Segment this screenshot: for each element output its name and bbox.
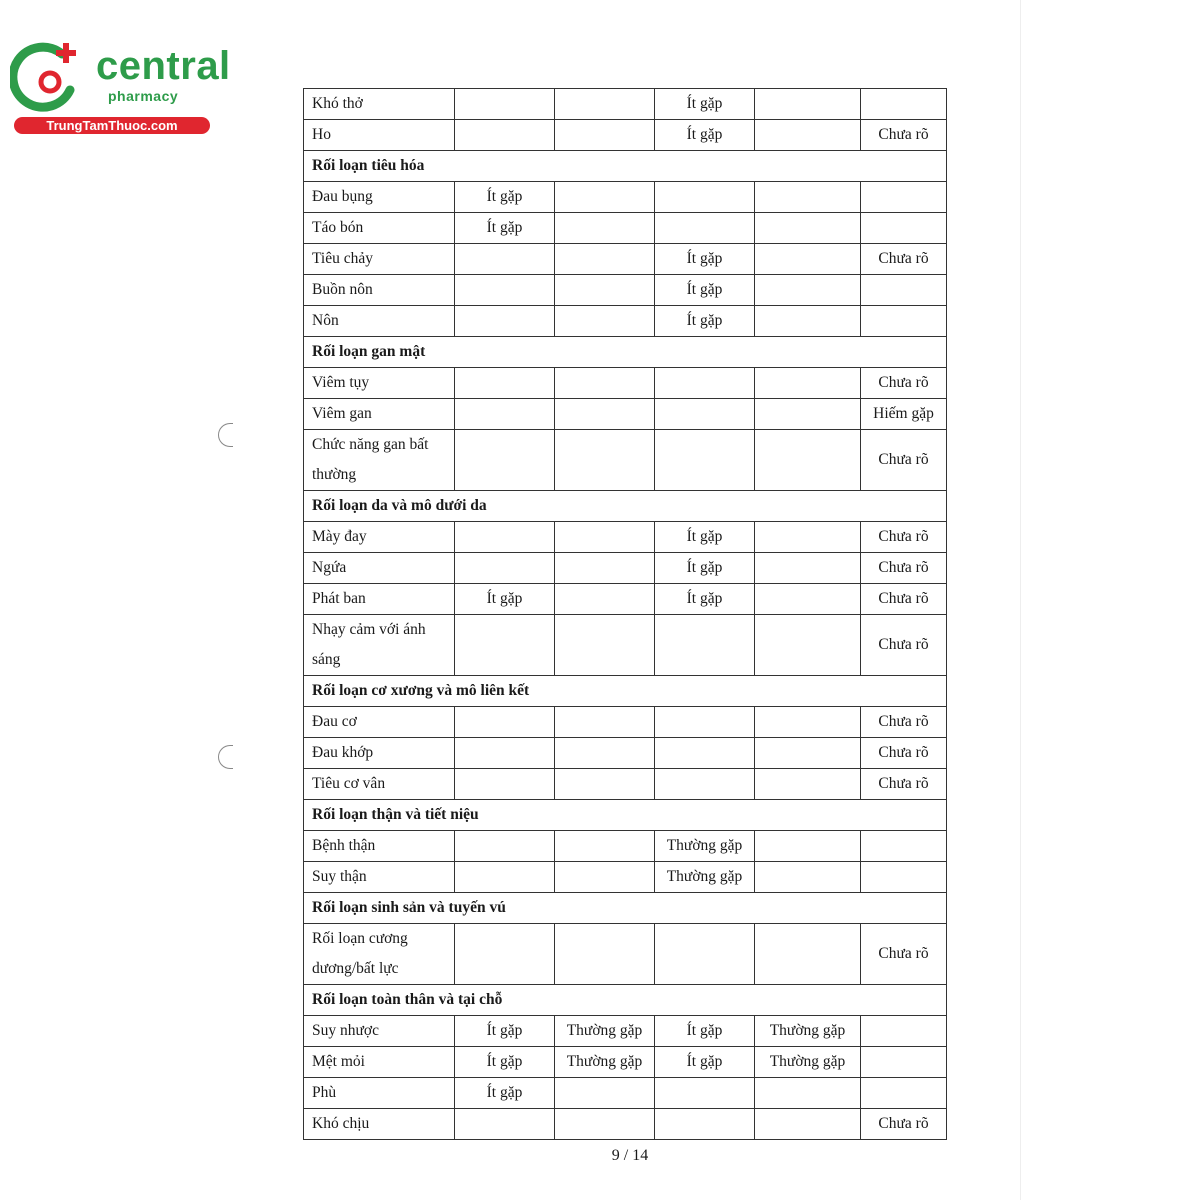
frequency-cell (555, 769, 655, 800)
effect-name-cell: Đau bụng (304, 182, 455, 213)
frequency-cell (655, 924, 755, 985)
frequency-cell (555, 182, 655, 213)
frequency-cell (755, 924, 861, 985)
frequency-cell: Chưa rõ (861, 707, 947, 738)
frequency-cell: Thường gặp (755, 1047, 861, 1078)
effect-name-cell: Tiêu cơ vân (304, 769, 455, 800)
frequency-cell (861, 831, 947, 862)
frequency-cell: Thường gặp (555, 1047, 655, 1078)
frequency-cell: Chưa rõ (861, 368, 947, 399)
frequency-cell (755, 275, 861, 306)
frequency-cell (455, 924, 555, 985)
frequency-cell: Chưa rõ (861, 584, 947, 615)
effect-name-cell: Khó thở (304, 89, 455, 120)
table-row (304, 213, 947, 244)
section-heading: Rối loạn sinh sản và tuyến vú (304, 893, 947, 924)
scan-edge-line (1020, 0, 1021, 1200)
frequency-cell: Ít gặp (655, 89, 755, 120)
central-pharmacy-logo (10, 38, 231, 138)
effect-name-cell: Táo bón (304, 213, 455, 244)
frequency-cell (455, 368, 555, 399)
frequency-cell (555, 862, 655, 893)
effect-name-cell: Buồn nôn (304, 275, 455, 306)
table-row (304, 89, 947, 120)
effect-name-cell: Suy nhược (304, 1016, 455, 1047)
frequency-cell (655, 399, 755, 430)
frequency-cell (455, 244, 555, 275)
frequency-cell (455, 275, 555, 306)
frequency-cell (655, 769, 755, 800)
frequency-cell (755, 306, 861, 337)
effect-name-cell: Bệnh thận (304, 831, 455, 862)
table-row (304, 738, 947, 769)
frequency-cell: Chưa rõ (861, 244, 947, 275)
frequency-cell: Ít gặp (455, 1078, 555, 1109)
table-row (304, 399, 947, 430)
section-heading: Rối loạn cơ xương và mô liên kết (304, 676, 947, 707)
frequency-cell (755, 120, 861, 151)
frequency-cell (555, 120, 655, 151)
frequency-cell: Ít gặp (655, 1016, 755, 1047)
frequency-cell (655, 738, 755, 769)
frequency-cell (755, 182, 861, 213)
frequency-cell (555, 924, 655, 985)
table-row (304, 1047, 947, 1078)
table-row (304, 553, 947, 584)
logo-brand-text: central (96, 44, 231, 88)
table-row (304, 831, 947, 862)
frequency-cell (755, 399, 861, 430)
section-heading: Rối loạn toàn thân và tại chỗ (304, 985, 947, 1016)
frequency-cell (555, 399, 655, 430)
frequency-cell (455, 738, 555, 769)
frequency-cell: Ít gặp (655, 584, 755, 615)
frequency-cell: Thường gặp (755, 1016, 861, 1047)
frequency-cell (555, 306, 655, 337)
effect-name-cell: Viêm tụy (304, 368, 455, 399)
frequency-cell (455, 615, 555, 676)
page-number: 9 / 14 (611, 1147, 649, 1164)
frequency-cell (555, 615, 655, 676)
section-heading: Rối loạn tiêu hóa (304, 151, 947, 182)
frequency-cell (655, 368, 755, 399)
section-row (304, 337, 947, 368)
frequency-cell (655, 707, 755, 738)
frequency-cell (655, 430, 755, 491)
table-row (304, 244, 947, 275)
frequency-cell (555, 430, 655, 491)
frequency-cell (755, 615, 861, 676)
frequency-cell (755, 244, 861, 275)
frequency-cell (655, 1078, 755, 1109)
frequency-cell: Ít gặp (655, 553, 755, 584)
effect-name-cell: Chức năng gan bất thường (304, 430, 455, 491)
frequency-cell (555, 707, 655, 738)
frequency-cell: Ít gặp (655, 275, 755, 306)
section-row (304, 800, 947, 831)
table-row (304, 707, 947, 738)
frequency-cell (861, 306, 947, 337)
frequency-cell: Chưa rõ (861, 553, 947, 584)
frequency-cell (455, 707, 555, 738)
frequency-cell: Chưa rõ (861, 769, 947, 800)
frequency-cell (755, 738, 861, 769)
frequency-cell: Chưa rõ (861, 430, 947, 491)
table-row (304, 182, 947, 213)
section-heading: Rối loạn gan mật (304, 337, 947, 368)
frequency-cell (455, 89, 555, 120)
frequency-cell (555, 1109, 655, 1140)
frequency-cell (655, 213, 755, 244)
frequency-cell (455, 522, 555, 553)
frequency-cell (455, 399, 555, 430)
frequency-cell: Hiếm gặp (861, 399, 947, 430)
frequency-cell: Ít gặp (455, 1047, 555, 1078)
section-row (304, 676, 947, 707)
frequency-cell (755, 831, 861, 862)
effect-name-cell: Phát ban (304, 584, 455, 615)
table-row (304, 368, 947, 399)
table-row (304, 306, 947, 337)
table-row (304, 120, 947, 151)
frequency-cell (555, 89, 655, 120)
effect-name-cell: Nôn (304, 306, 455, 337)
frequency-cell: Ít gặp (655, 522, 755, 553)
table-row (304, 924, 947, 985)
frequency-cell (861, 89, 947, 120)
frequency-cell: Thường gặp (555, 1016, 655, 1047)
table-row (304, 275, 947, 306)
effect-name-cell: Nhạy cảm với ánh sáng (304, 615, 455, 676)
logo-mark-icon (10, 38, 90, 118)
frequency-cell: Ít gặp (655, 244, 755, 275)
punch-hole (218, 745, 233, 769)
frequency-cell (455, 306, 555, 337)
adverse-effects-table (303, 88, 947, 1140)
frequency-cell (455, 769, 555, 800)
effect-name-cell: Tiêu chảy (304, 244, 455, 275)
section-heading: Rối loạn da và mô dưới da (304, 491, 947, 522)
section-row (304, 491, 947, 522)
frequency-cell (555, 368, 655, 399)
table-row (304, 584, 947, 615)
frequency-cell (861, 275, 947, 306)
effect-name-cell: Ngứa (304, 553, 455, 584)
frequency-cell: Ít gặp (655, 120, 755, 151)
effect-name-cell: Phù (304, 1078, 455, 1109)
table-row (304, 1109, 947, 1140)
frequency-cell (555, 244, 655, 275)
table-row (304, 430, 947, 491)
logo-url-badge: TrungTamThuoc.com (14, 117, 210, 134)
frequency-cell: Ít gặp (455, 182, 555, 213)
frequency-cell (555, 553, 655, 584)
frequency-cell: Chưa rõ (861, 522, 947, 553)
effect-name-cell: Đau cơ (304, 707, 455, 738)
section-heading: Rối loạn thận và tiết niệu (304, 800, 947, 831)
table-row (304, 769, 947, 800)
frequency-cell: Ít gặp (455, 584, 555, 615)
frequency-cell (861, 1078, 947, 1109)
section-row (304, 985, 947, 1016)
frequency-cell (861, 213, 947, 244)
frequency-cell (861, 182, 947, 213)
logo-sub-text: pharmacy (108, 88, 179, 104)
effect-name-cell: Suy thận (304, 862, 455, 893)
frequency-cell (861, 1047, 947, 1078)
frequency-cell (755, 213, 861, 244)
section-row (304, 151, 947, 182)
frequency-cell (755, 89, 861, 120)
frequency-cell: Thường gặp (655, 862, 755, 893)
frequency-cell (555, 831, 655, 862)
effect-name-cell: Mày đay (304, 522, 455, 553)
frequency-cell (555, 522, 655, 553)
frequency-cell (755, 522, 861, 553)
table-row (304, 862, 947, 893)
frequency-cell (655, 1109, 755, 1140)
frequency-cell (755, 1109, 861, 1140)
table-body (304, 89, 947, 1140)
frequency-cell: Chưa rõ (861, 1109, 947, 1140)
table-row (304, 522, 947, 553)
effect-name-cell: Rối loạn cương dương/bất lực (304, 924, 455, 985)
frequency-cell: Chưa rõ (861, 924, 947, 985)
frequency-cell (755, 862, 861, 893)
frequency-cell: Ít gặp (655, 306, 755, 337)
frequency-cell: Ít gặp (655, 1047, 755, 1078)
frequency-cell (555, 1078, 655, 1109)
frequency-cell (455, 120, 555, 151)
frequency-cell (655, 615, 755, 676)
effect-name-cell: Viêm gan (304, 399, 455, 430)
frequency-cell (555, 213, 655, 244)
frequency-cell: Thường gặp (655, 831, 755, 862)
effect-name-cell: Khó chịu (304, 1109, 455, 1140)
punch-hole (218, 423, 233, 447)
frequency-cell (455, 1109, 555, 1140)
frequency-cell: Chưa rõ (861, 120, 947, 151)
frequency-cell: Chưa rõ (861, 738, 947, 769)
frequency-cell (455, 553, 555, 584)
frequency-cell: Ít gặp (455, 1016, 555, 1047)
frequency-cell (455, 831, 555, 862)
frequency-cell (555, 275, 655, 306)
table-row (304, 1078, 947, 1109)
frequency-cell (861, 1016, 947, 1047)
frequency-cell: Chưa rõ (861, 615, 947, 676)
effect-name-cell: Mệt mỏi (304, 1047, 455, 1078)
effect-name-cell: Ho (304, 120, 455, 151)
frequency-cell (755, 430, 861, 491)
frequency-cell (455, 862, 555, 893)
frequency-cell (555, 738, 655, 769)
frequency-cell (755, 584, 861, 615)
frequency-cell (555, 584, 655, 615)
effect-name-cell: Đau khớp (304, 738, 455, 769)
frequency-cell (655, 182, 755, 213)
table-row (304, 615, 947, 676)
frequency-cell (455, 430, 555, 491)
frequency-cell (755, 707, 861, 738)
frequency-cell (755, 553, 861, 584)
section-row (304, 893, 947, 924)
frequency-cell (755, 1078, 861, 1109)
frequency-cell (861, 862, 947, 893)
frequency-cell (755, 368, 861, 399)
frequency-cell: Ít gặp (455, 213, 555, 244)
table-row (304, 1016, 947, 1047)
frequency-cell (755, 769, 861, 800)
